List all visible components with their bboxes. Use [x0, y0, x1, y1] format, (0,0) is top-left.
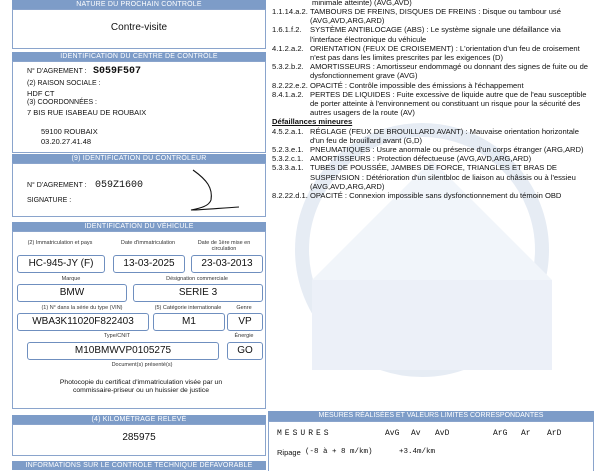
unfavorable-info-header: INFORMATIONS SUR LE CONTRÔLE TECHNIQUE DÉFAVORABLE [12, 461, 266, 470]
inspector-agrement-value: 059Z1600 [95, 180, 144, 191]
center-raison-value: HDF CT [27, 89, 55, 98]
center-agrement-label: N° D'AGREMENT : [27, 68, 87, 75]
defect-text: ORIENTATION (FEUX DE CROISEMENT) : L'orientation d'un feu de croisement n'est pas dans les limites prescrites par les exigences (D) [310, 43, 580, 63]
defect-code: 5.3.3.a.1. [272, 163, 304, 173]
center-coord-label: (3) COORDONNÉES : [27, 99, 98, 106]
col-ar: Ar [521, 429, 531, 438]
ripage-value: +3.4m/km [399, 448, 436, 456]
defect-item [272, 163, 590, 191]
defect-code: 8.2.22.d.1. [272, 191, 308, 201]
measures-header: MESURES RÉALISÉES ET VALEURS LIMITES CORRESPONDANTES [268, 411, 594, 421]
designation-field: SERIE 3 [133, 284, 263, 302]
defect-code: 5.2.3.e.1. [272, 145, 304, 155]
defect-item [272, 62, 590, 80]
defect-item [272, 154, 590, 163]
defect-code: 8.2.22.e.2. [272, 80, 308, 90]
defect-code: 5.3.2.b.2. [272, 62, 304, 72]
mileage-value: 285975 [122, 432, 156, 443]
ripage-label: Ripage [277, 448, 301, 457]
defect-item [272, 81, 590, 90]
immat-label: (2) Immatriculation et pays [27, 240, 93, 246]
defect-text: OPACITÉ : Connexion impossible sans dysfonctionnement du témoin OBD [310, 191, 562, 201]
center-address-line2: 59100 ROUBAIX [41, 127, 98, 136]
date-immat-label: Date d'immatriculation [120, 240, 176, 246]
defect-text: TAMBOURS DE FREINS, DISQUES DE FREINS : Disque ou tambour usé (AVG,AVD,ARG,ARD) [310, 7, 561, 26]
center-phone: 03.20.27.41.48 [41, 137, 92, 146]
vehicle-header: IDENTIFICATION DU VÉHICULE [12, 222, 266, 231]
date-1ere-label: Date de 1ère mise en circulation [197, 240, 251, 252]
defect-code: 5.3.2.c.1. [272, 154, 304, 164]
type-label: Type/CNIT [103, 333, 131, 339]
defect-text: AMORTISSEURS : Protection défectueuse (AVG,AVD,ARG,ARD) [310, 154, 532, 164]
center-header: IDENTIFICATION DU CENTRE DE CONTRÔLE [12, 52, 266, 61]
defect-code: 4.1.2.a.2. [272, 43, 304, 53]
categorie-field: M1 [153, 313, 225, 331]
genre-label: Genre [236, 305, 252, 311]
defect-text: TUBES DE POUSSÉE, JAMBES DE FORCE, TRIANGLES ET BRAS DE SUSPENSION : Détérioration d'un silentbloc de liaison au châssis ou à l'essieu (AVG,AVD,ARG,ARD) [310, 163, 576, 191]
mileage-header: (4) KILOMÉTRAGE RELEVÉ [12, 415, 266, 424]
inspector-signature-label: SIGNATURE : [27, 197, 72, 204]
inspector-agrement-label: N° D'AGREMENT : [27, 182, 87, 189]
col-av: Av [411, 429, 421, 438]
documents-value: Photocopie du certificat d'immatriculation visée par un commissaire-priseur ou un huissier de justice [59, 379, 223, 394]
center-address-line1: 7 BIS RUE ISABEAU DE ROUBAIX [27, 108, 147, 117]
energie-label: Énergie [234, 333, 254, 339]
marque-label: Marque [61, 276, 81, 282]
measures-box [268, 421, 594, 471]
next-control-value: Contre-visite [110, 22, 168, 33]
defect-text: SYSTÈME ANTIBLOCAGE (ABS) : Le système signale une défaillance via l'interface électronique du véhicule [310, 25, 561, 44]
signature-scribble [173, 166, 253, 212]
major-defects-list [272, 7, 590, 117]
energie-field: GO [227, 342, 263, 360]
center-raison-label: (2) RAISON SOCIALE : [27, 80, 101, 87]
center-box [12, 61, 266, 153]
col-ard: ArD [547, 429, 562, 438]
col-arg: ArG [493, 429, 508, 438]
defect-item [272, 7, 590, 25]
center-agrement-value: S059F507 [93, 66, 142, 77]
defect-code: 8.4.1.a.2. [272, 89, 304, 99]
defect-item [272, 145, 590, 154]
ripage-range: (-8 à + 8 m/km) [305, 448, 373, 456]
col-avd: AvD [435, 429, 450, 438]
col-avg: AvG [385, 429, 400, 438]
defect-text: PNEUMATIQUES : Usure anormale ou présence d'un corps étranger (ARG,ARD) [310, 145, 584, 155]
vin-label: (1) N° dans la série du type (VIN) [41, 305, 123, 311]
immat-field: HC-945-JY (F) [17, 255, 105, 273]
defect-item [272, 44, 590, 62]
genre-field: VP [227, 313, 263, 331]
documents-label: Document(s) présenté(s) [111, 362, 173, 368]
defect-code: 1.1.14.a.2. [272, 7, 308, 16]
next-control-box [12, 9, 266, 49]
defect-item [272, 191, 590, 200]
defect-text: RÉGLAGE (FEUX DE BROUILLARD AVANT) : Mauvaise orientation horizontale d'un feu de brouillard avant (G,D) [310, 126, 579, 145]
inspector-box [12, 163, 266, 217]
defect-text: OPACITÉ : Contrôle impossible des émissions à l'échappement [310, 80, 524, 90]
minor-defects-title: Défaillances mineures [272, 117, 353, 127]
type-field: M10BMWVP0105275 [27, 342, 219, 360]
designation-label: Désignation commerciale [166, 276, 228, 282]
vehicle-box [12, 231, 266, 409]
defect-item [272, 90, 590, 118]
defects-column [272, 0, 590, 200]
defect-code: 1.6.1.f.2. [272, 25, 302, 35]
mileage-box [12, 424, 266, 456]
measures-title: MESURES [277, 429, 332, 438]
vin-field: WBA3K11020F822403 [17, 313, 149, 331]
marque-field: BMW [17, 284, 127, 302]
inspector-header: (9) IDENTIFICATION DU CONTRÔLEUR [12, 154, 266, 163]
next-control-header: NATURE DU PROCHAIN CONTRÔLE [12, 0, 266, 9]
defect-item [272, 127, 590, 145]
defect-text: AMORTISSEURS : Amortisseur endommagé ou donnant des signes de fuite ou de dysfonctionnement grave (AVG) [310, 62, 589, 81]
date-immat-field: 13-03-2025 [113, 255, 185, 273]
defect-top-partial: minimale atteinte) (AVG,AVD) [312, 0, 412, 7]
defect-code: 4.5.2.a.1. [272, 126, 304, 136]
date-1ere-field: 23-03-2013 [191, 255, 263, 273]
defect-text: PERTES DE LIQUIDES : Fuite excessive de liquide autre que de l'eau susceptible de porter atteinte à l'environnement ou constituant un risque pour la sécurité des autres usagers de la route (AV) [310, 89, 587, 118]
categorie-label: (5) Catégorie internationale [154, 305, 222, 311]
minor-defects-list [272, 127, 590, 201]
defect-item [272, 25, 590, 43]
